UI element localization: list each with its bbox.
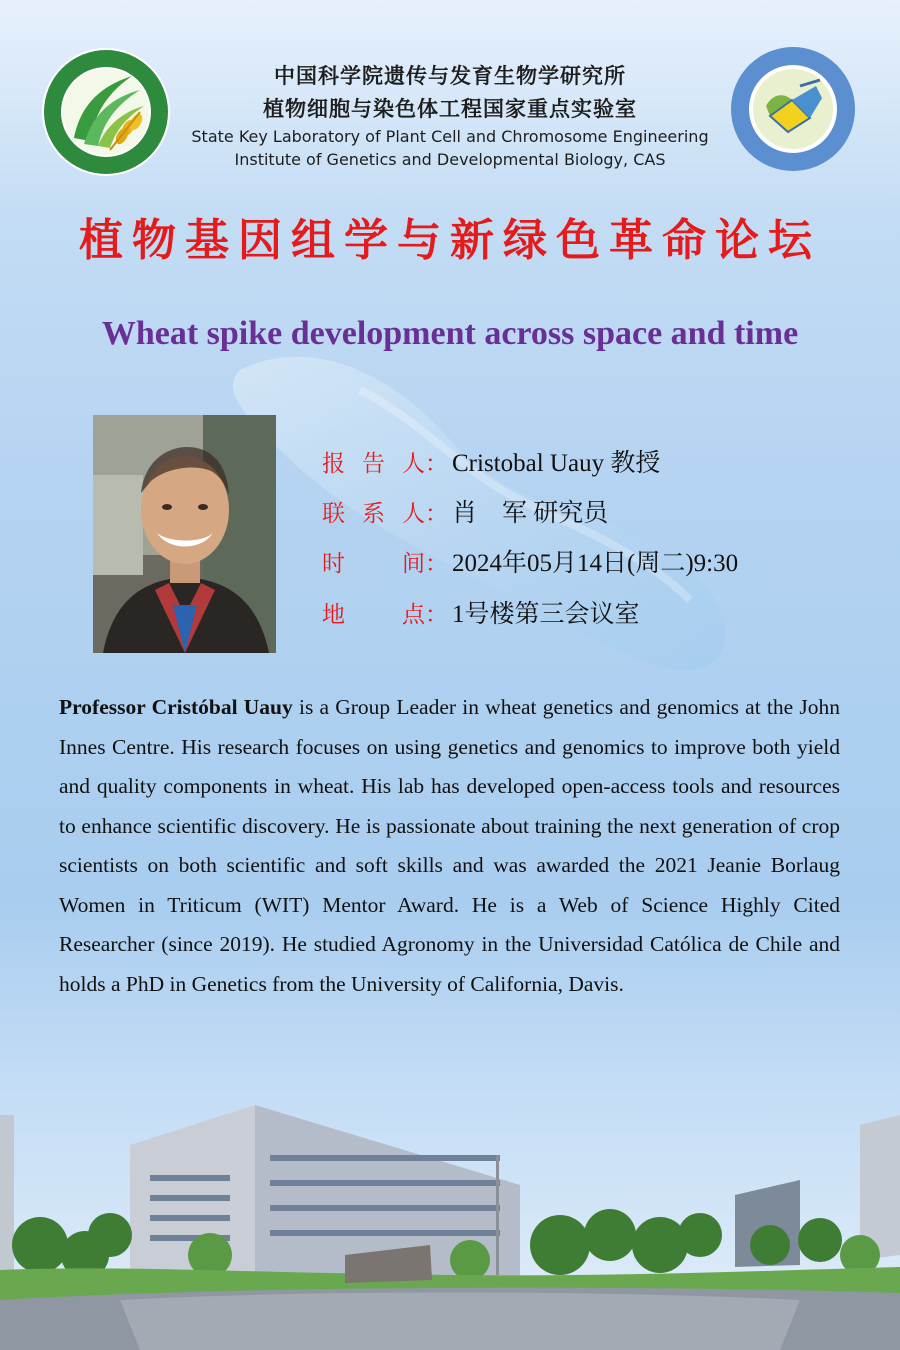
contact-value: 肖 军 研究员 [452,500,609,527]
speaker-bio [59,688,840,1004]
label-char: 人： [402,451,448,477]
label-char: 报 [322,451,345,477]
time-row [322,543,738,577]
place-label [322,596,452,629]
label-char: 告 [362,451,385,477]
place-value: 1号楼第三会议室 [452,601,640,628]
bio-name: Professor Cristóbal Uauy [59,695,293,719]
time-label [322,545,452,578]
time-value: 2024年05月14日(周二)9:30 [452,550,739,577]
institute-cn: 中国科学院遗传与发育生物学研究所 [274,64,626,88]
igdb-logo-icon [730,46,856,172]
institute-en: Institute of Genetics and Developmental Biology, CAS [234,150,666,169]
label-char: 时 [322,551,345,577]
speaker-photo [93,415,276,653]
label-char: 系 [362,501,385,527]
forum-title: 植物基因组学与新绿色革命论坛 [79,215,821,266]
label-char: 联 [322,501,345,527]
speaker-label [322,445,452,478]
campus-panorama [0,1095,900,1350]
label-char: 间： [402,551,448,577]
contact-label [322,495,452,528]
label-char: 人： [402,501,448,527]
label-char: 地 [322,602,345,628]
bio-text: is a Group Leader in wheat genetics and genomics at the John Innes Centre. His research focuses on using genetics and genomics to improve both yield and quality components in wheat. His lab has developed open-access tools and resources to enhance scientific discovery. He is passionate about training the next generation of crop scientists on both scientific and soft skills and was awarded the 2021 Jeanie Borlaug Women in Triticum (WIT) Mentor Award. He is a Web of Science Highly Cited Researcher (since 2019). He studied Agronomy in the Universidad Católica de Chile and holds a PhD in Genetics from the University of California, Davis. [59,695,840,996]
talk-title: Wheat spike development across space and time [101,315,799,352]
lab-en: State Key Laboratory of Plant Cell and Chromosome Engineering [191,127,709,146]
speaker-row [322,443,660,477]
lab-cn: 植物细胞与染色体工程国家重点实验室 [263,97,637,121]
wheat-logo-icon [40,46,172,178]
label-char: 点： [402,602,448,628]
speaker-value: Cristobal Uauy 教授 [452,450,661,477]
place-row [322,594,640,628]
contact-row [322,493,608,527]
